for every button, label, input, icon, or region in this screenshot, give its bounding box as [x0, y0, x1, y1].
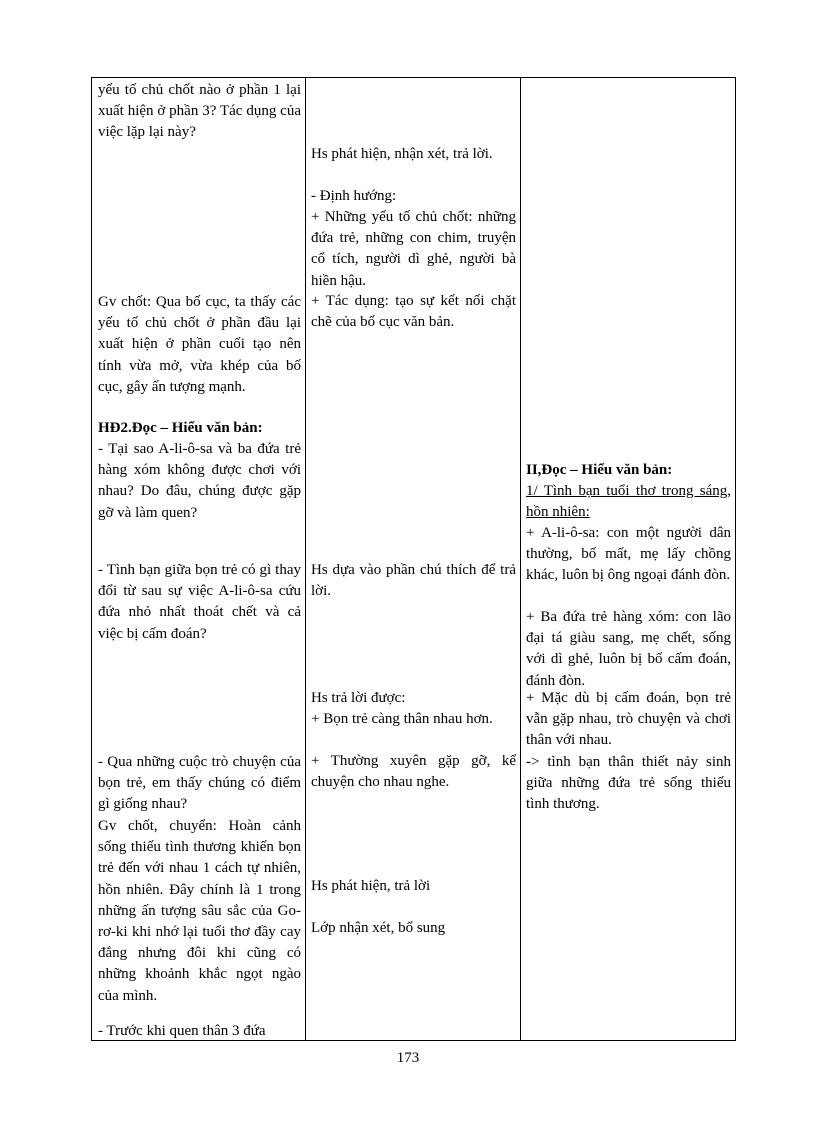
student-response: Lớp nhận xét, bổ sung — [311, 920, 446, 936]
guidance-point: + Những yếu tố chủ chốt: những đứa trẻ, những con chim, truyện cổ tích, người dì ghẻ, người bà hiền hậu. — [311, 209, 516, 289]
subsection-heading: 1/ Tình bạn tuổi thơ trong sáng, hồn nhiên: — [526, 483, 731, 521]
guidance-label: - Định hướng: — [311, 188, 397, 204]
content-bullet: + Ba đứa trẻ hàng xóm: con lão đại tá giàu sang, mẹ chết, sống với dì ghẻ, luôn bị bố cấm đoán, đánh đòn. — [526, 609, 731, 689]
content-conclusion: -> tình bạn thân thiết nảy sinh giữa những đứa trẻ sống thiếu tình thương. — [526, 754, 731, 813]
student-response: Hs phát hiện, trả lời — [311, 878, 431, 894]
guidance-point: + Bọn trẻ càng thân nhau hơn. — [311, 711, 493, 727]
teacher-conclusion: Gv chốt, chuyển: Hoàn cảnh sống thiếu tình thương khiến bọn trẻ đến với nhau 1 cách tự nhiên, hồn nhiên. Đây chính là 1 trong những ấn tượng sâu sắc của Go-rơ-ki khi nhớ lại tuổi thơ đầy cay đắng nhưng đôi khi cũng có những khoảnh khắc ngọt ngào của mình. — [98, 818, 301, 1004]
lesson-plan-table — [91, 77, 736, 1041]
question-paragraph: - Trước khi quen thân 3 đứa — [98, 1023, 266, 1039]
teacher-activity-column — [92, 78, 305, 1040]
question-paragraph: - Tại sao A-li-ô-sa và ba đứa trẻ hàng xóm không được chơi với nhau? Do đâu, chúng được gặp gỡ và làm quen? — [98, 441, 301, 521]
question-paragraph: yếu tố chủ chốt nào ở phần 1 lại xuất hiện ở phần 3? Tác dụng của việc lặp lại này? — [98, 82, 301, 141]
page-number: 173 — [396, 1050, 420, 1066]
content-bullet: + A-li-ô-sa: con một người dân thường, bố mất, mẹ lấy chồng khác, luôn bị ông ngoại đánh đòn. — [526, 525, 731, 584]
student-response: Hs dựa vào phần chú thích để trả lời. — [311, 562, 516, 600]
student-response: Hs phát hiện, nhận xét, trả lời. — [311, 146, 493, 162]
question-paragraph: - Tình bạn giữa bọn trẻ có gì thay đổi từ sau sự việc A-li-ô-sa cứu đứa nhỏ nhất thoát chết và cả việc bị cấm đoán? — [98, 562, 301, 642]
guidance-point: + Tác dụng: tạo sự kết nối chặt chẽ của bố cục văn bản. — [311, 293, 516, 331]
question-paragraph: - Qua những cuộc trò chuyện của bọn trẻ, em thấy chúng có điểm gì giống nhau? — [98, 754, 301, 813]
student-response: Hs trả lời được: — [311, 690, 406, 706]
teacher-conclusion: Gv chốt: Qua bố cục, ta thấy các yếu tố chủ chốt ở phần đầu lại xuất hiện ở phần cuối tạo nên tính vừa mở, vừa khép của bố cục, gây ấn tượng mạnh. — [98, 294, 301, 395]
content-column — [520, 78, 735, 1040]
guidance-point: + Thường xuyên gặp gỡ, kể chuyện cho nhau nghe. — [311, 753, 516, 791]
student-activity-column — [305, 78, 520, 1040]
content-bullet: + Mặc dù bị cấm đoán, bọn trẻ vẫn gặp nhau, trò chuyện và chơi thân với nhau. — [526, 690, 731, 749]
section-heading: II,Đọc – Hiểu văn bản: — [526, 462, 673, 478]
section-heading: HĐ2.Đọc – Hiểu văn bản: — [98, 420, 263, 436]
